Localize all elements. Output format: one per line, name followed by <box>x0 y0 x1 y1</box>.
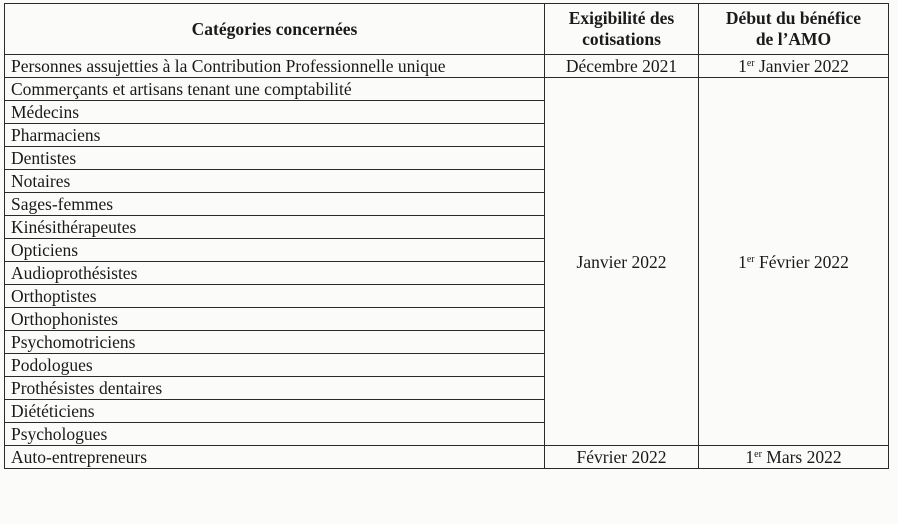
category-cell: Orthophonistes <box>5 308 545 331</box>
header-due <box>545 4 699 55</box>
category-cell: Opticiens <box>5 239 545 262</box>
category-cell: Podologues <box>5 354 545 377</box>
category-cell: Sages-femmes <box>5 193 545 216</box>
due-cell-merged: Janvier 2022 <box>545 78 699 446</box>
table-row <box>5 446 889 469</box>
category-cell: Médecins <box>5 101 545 124</box>
category-cell: Kinésithérapeutes <box>5 216 545 239</box>
amo-schedule-table <box>4 3 889 469</box>
category-cell: Psychomotriciens <box>5 331 545 354</box>
benefit-month: Février 2022 <box>754 251 849 272</box>
table-body <box>5 55 889 469</box>
header-benefit-line2: de l’AMO <box>755 29 832 49</box>
header-benefit-line1: Début du bénéfice <box>725 8 862 28</box>
benefit-ordinal: er <box>746 58 755 69</box>
header-category <box>5 4 545 55</box>
category-cell: Diététiciens <box>5 400 545 423</box>
benefit-day: 1 <box>738 251 747 272</box>
header-category-text: Catégories concernées <box>191 18 358 39</box>
table-row <box>5 55 889 78</box>
category-cell: Psychologues <box>5 423 545 446</box>
category-cell: Auto-entrepreneurs <box>5 446 545 469</box>
category-cell: Dentistes <box>5 147 545 170</box>
category-cell: Notaires <box>5 170 545 193</box>
benefit-ordinal: er <box>754 449 762 460</box>
category-cell: Orthoptistes <box>5 285 545 308</box>
category-cell: Personnes assujetties à la Contribution Professionnelle unique <box>5 55 545 78</box>
due-cell: Décembre 2021 <box>545 55 699 78</box>
header-due-line1: Exigibilité des <box>568 8 675 28</box>
category-cell: Prothésistes dentaires <box>5 377 545 400</box>
header-due-line2: cotisations <box>582 29 661 49</box>
category-cell: Commerçants et artisans tenant une comptabilité <box>5 78 545 101</box>
category-cell: Audioprothésistes <box>5 262 545 285</box>
benefit-month: Mars 2022 <box>761 447 842 467</box>
table-row <box>5 78 889 101</box>
benefit-cell <box>699 55 889 78</box>
benefit-cell-merged <box>699 78 889 446</box>
due-cell: Février 2022 <box>545 446 699 469</box>
category-cell: Pharmaciens <box>5 124 545 147</box>
benefit-day: 1 <box>738 56 747 76</box>
header-row <box>5 4 889 55</box>
header-benefit <box>699 4 889 55</box>
benefit-cell <box>699 446 889 469</box>
benefit-ordinal: er <box>746 253 755 265</box>
benefit-month: Janvier 2022 <box>754 56 849 76</box>
benefit-day: 1 <box>745 447 755 467</box>
